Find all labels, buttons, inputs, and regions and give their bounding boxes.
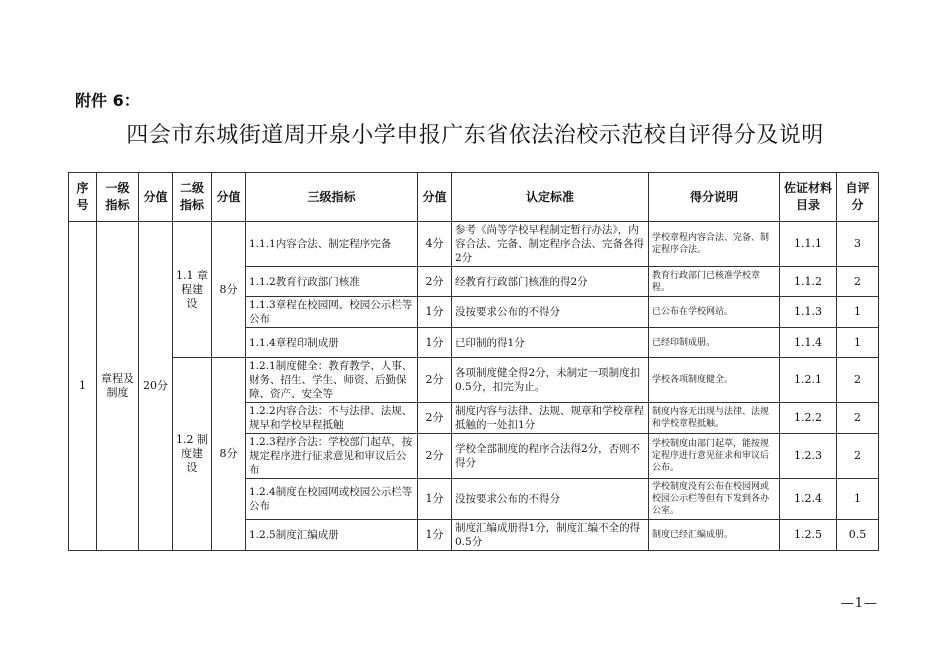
header-seq: 序号 [69, 173, 97, 222]
explanation-cell: 已经印制成册。 [649, 328, 780, 358]
self-score-cell: 2 [837, 434, 879, 479]
l3-cell: 1.2.3程序合法：学校部门起草，按规定程序进行征求意见和审议后公布 [246, 434, 418, 479]
header-l3: 三级指标 [246, 173, 418, 222]
evidence-cell: 1.2.5 [780, 520, 837, 551]
self-score-cell: 2 [837, 267, 879, 297]
l3-score-cell: 4分 [418, 222, 452, 267]
explanation-cell: 学校章程内容合法、完备、制定程序合法。 [649, 222, 780, 267]
l3-cell: 1.1.1内容合法、制定程序完备 [246, 222, 418, 267]
l2-score-cell-2: 8分 [212, 358, 246, 551]
table-row [69, 358, 879, 403]
self-score-cell: 1 [837, 297, 879, 328]
explanation-cell: 已公布在学校网站。 [649, 297, 780, 328]
header-self-score: 自评分 [837, 173, 879, 222]
l3-cell: 1.1.3章程在校园网、校园公示栏等公布 [246, 297, 418, 328]
explanation-cell: 制度内容无出现与法律、法规和学校章程抵触。 [649, 403, 780, 434]
header-standard: 认定标准 [452, 173, 649, 222]
l3-cell: 1.2.4制度在校园网或校园公示栏等公布 [246, 479, 418, 520]
seq-cell: 1 [69, 222, 97, 551]
l3-cell: 1.2.1制度健全：教育教学、人事、财务、招生、学生、师资、后勤保障、资产、安全等 [246, 358, 418, 403]
self-score-cell: 2 [837, 358, 879, 403]
explanation-cell: 教育行政部门已核准学校章程。 [649, 267, 780, 297]
header-l2-score: 分值 [212, 173, 246, 222]
standard-cell: 没按要求公布的不得分 [452, 479, 649, 520]
score-table [68, 172, 879, 551]
evidence-cell: 1.2.3 [780, 434, 837, 479]
evidence-cell: 1.2.2 [780, 403, 837, 434]
evidence-cell: 1.1.4 [780, 328, 837, 358]
page-number: —1— [840, 596, 878, 611]
standard-cell: 各项制度健全得2分，未制定一项制度扣0.5分，扣完为止。 [452, 358, 649, 403]
explanation-cell: 学校制度没有公布在校园网或校园公示栏等但有下发到各办公室。 [649, 479, 780, 520]
l3-cell: 1.2.5制度汇编成册 [246, 520, 418, 551]
evidence-cell: 1.2.1 [780, 358, 837, 403]
header-row [69, 173, 879, 222]
l3-cell: 1.1.4章程印制成册 [246, 328, 418, 358]
l2-cell-1: 1.1 章程建设 [173, 222, 212, 358]
l3-score-cell: 2分 [418, 267, 452, 297]
evidence-cell: 1.1.3 [780, 297, 837, 328]
l3-score-cell: 2分 [418, 434, 452, 479]
explanation-cell: 学校各项制度健全。 [649, 358, 780, 403]
document-title: 四会市东城街道周开泉小学申报广东省依法治校示范校自评得分及说明 [126, 123, 824, 148]
standard-cell: 制度内容与法律、法规、规章和学校章程抵触的一处扣1分 [452, 403, 649, 434]
self-score-cell: 1 [837, 328, 879, 358]
standard-cell: 已印制的得1分 [452, 328, 649, 358]
standard-cell: 经教育行政部门核准的得2分 [452, 267, 649, 297]
evidence-cell: 1.1.1 [780, 222, 837, 267]
standard-cell: 参考《尚等学校早程制定暂行办法》，内容合法、完备、制定程序合法、完备各得2分 [452, 222, 649, 267]
header-l2: 二级指标 [173, 173, 212, 222]
l3-score-cell: 1分 [418, 297, 452, 328]
l3-score-cell: 1分 [418, 520, 452, 551]
l1-score-cell: 20分 [139, 222, 173, 551]
header-l1: 一级指标 [97, 173, 139, 222]
table-row [69, 222, 879, 267]
attachment-label: 附件 6： [75, 91, 140, 110]
header-l3-score: 分值 [418, 173, 452, 222]
standard-cell: 制度汇编成册得1分，制度汇编不全的得0.5分 [452, 520, 649, 551]
l2-score-cell-1: 8分 [212, 222, 246, 358]
header-evidence: 佐证材料目录 [780, 173, 837, 222]
self-score-cell: 3 [837, 222, 879, 267]
explanation-cell: 制度已经汇编成册。 [649, 520, 780, 551]
l3-cell: 1.2.2内容合法：不与法律、法规、规早和学校早程抵触 [246, 403, 418, 434]
l3-score-cell: 1分 [418, 328, 452, 358]
l1-cell: 章程及制度 [97, 222, 139, 551]
l3-score-cell: 1分 [418, 479, 452, 520]
evidence-cell: 1.1.2 [780, 267, 837, 297]
l3-score-cell: 2分 [418, 403, 452, 434]
l2-cell-2: 1.2 制度建设 [173, 358, 212, 551]
explanation-cell: 学校制度由部门起草，能按规定程序进行意见征求和审议后公布。 [649, 434, 780, 479]
self-score-cell: 0.5 [837, 520, 879, 551]
evidence-cell: 1.2.4 [780, 479, 837, 520]
standard-cell: 没按要求公布的不得分 [452, 297, 649, 328]
self-score-cell: 2 [837, 403, 879, 434]
header-explanation: 得分说明 [649, 173, 780, 222]
l3-score-cell: 2分 [418, 358, 452, 403]
header-l1-score: 分值 [139, 173, 173, 222]
self-score-cell: 1 [837, 479, 879, 520]
standard-cell: 学校全部制度的程序合法得2分，否则不得分 [452, 434, 649, 479]
l3-cell: 1.1.2教育行政部门核准 [246, 267, 418, 297]
